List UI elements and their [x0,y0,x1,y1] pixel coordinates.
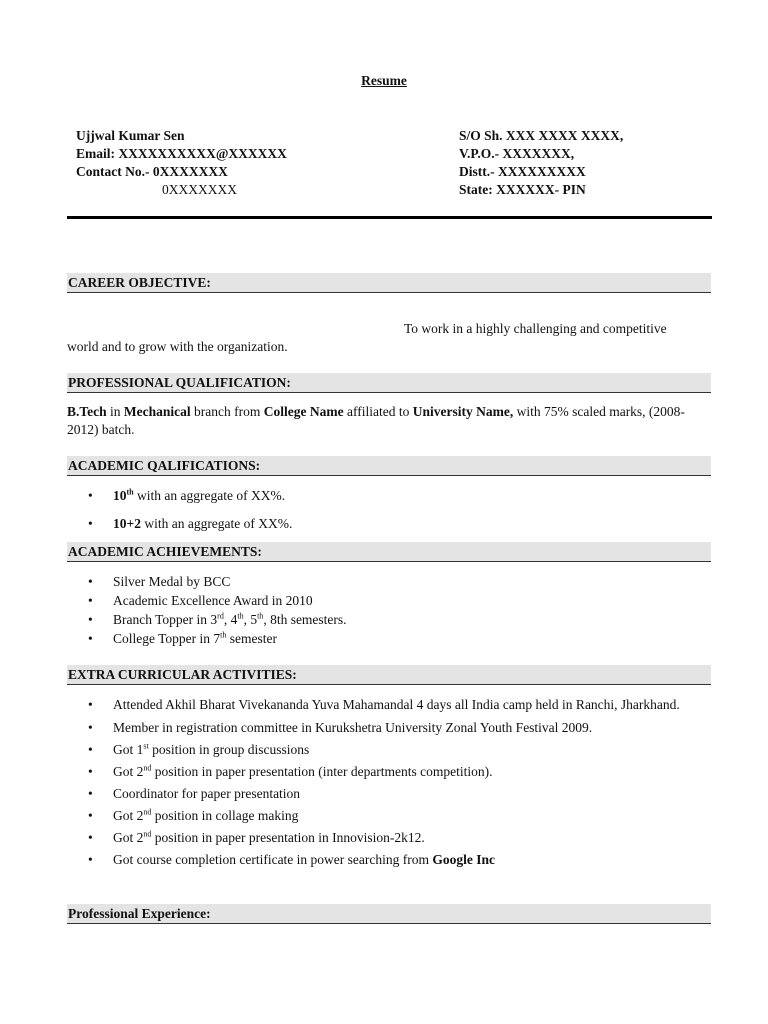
list-item [67,514,712,533]
section-academic-achievements: ACADEMIC ACHIEVEMENTS: [67,542,711,562]
father-name: S/O Sh. XXX XXXX XXXX, [459,128,624,143]
e6-post: position in collage making [151,808,299,823]
e8-pre: Got course completion certificate in power searching from [113,852,433,867]
header-divider [67,216,712,219]
district-line: Distt.- XXXXXXXXX [459,164,586,179]
resume-title: Resume [361,73,407,88]
list-item [67,849,707,871]
google-inc: Google Inc [432,852,496,867]
vpo-line: V.P.O.- XXXXXXX, [459,146,575,161]
tenth-text: with an aggregate of XX%. [133,488,286,503]
a3-sup2: th [237,611,244,621]
a4-pre: College Topper in 7 [113,631,221,646]
list-item [67,827,707,849]
e4-post: position in paper presentation (inter departments competition). [151,764,493,779]
career-objective-line2: world and to grow with the organization. [67,339,288,354]
state-line: State: XXXXXX- PIN [459,182,586,197]
list-item [67,761,707,783]
university-name: University Name, [412,404,514,419]
a3-mid1: , 4 [223,612,238,627]
page-title [0,73,768,89]
twelfth-label: 10+2 [113,516,141,531]
e7-sup: nd [143,829,152,839]
college-name: College Name [263,404,344,419]
address-block-right [459,127,623,199]
section-professional-experience: Professional Experience: [67,904,711,924]
extra-curricular-list [67,695,707,871]
pq-text-1: in [106,404,124,419]
degree: B.Tech [67,404,107,419]
e4-pre: Got 2 [113,764,144,779]
applicant-name: Ujjwal Kumar Sen [76,128,185,143]
e7-post: position in paper presentation in Innovision-2k12. [151,830,425,845]
pq-text-2: branch from [190,404,264,419]
a3-sup1: rd [217,611,224,621]
branch: Mechanical [123,404,191,419]
section-career-objective: CAREER OBJECTIVE: [67,273,711,293]
section-academic-qualifications: ACADEMIC QALIFICATIONS: [67,456,711,476]
list-item: • Silver Medal by BCC [67,572,712,591]
contact-line: Contact No.- 0XXXXXXX [76,164,228,179]
section-extra-curricular: EXTRA CURRICULAR ACTIVITIES: [67,665,711,685]
list-item [67,805,707,827]
e6-pre: Got 2 [113,808,144,823]
a3-post: , 8th semesters. [263,612,347,627]
e3-sup: st [143,741,149,751]
email-line: Email: XXXXXXXXXX@XXXXXX [76,146,287,161]
pq-text-4: with 75% scaled marks, (2008-2012) batch. [67,404,685,437]
achievements-list [67,572,712,648]
tenth-label: 10 [113,488,127,503]
list-item: • Coordinator for paper presentation [67,783,707,805]
e3-pre: Got 1 [113,742,144,757]
a3-mid2: , 5 [243,612,258,627]
pq-text-3: affiliated to [343,404,413,419]
list-item: • Member in registration committee in Kurukshetra University Zonal Youth Festival 2009. [67,717,707,739]
e3-post: position in group discussions [148,742,310,757]
list-item [67,486,712,505]
e6-sup: nd [143,807,152,817]
career-objective-line1: To work in a highly challenging and competitive [404,321,667,336]
list-item: • Academic Excellence Award in 2010 [67,591,712,610]
list-item [67,610,712,629]
list-item: • Attended Akhil Bharat Vivekananda Yuva Mahamandal 4 days all India camp held in Ranchi, Jharkhand. [67,695,707,715]
list-item [67,739,707,761]
a4-sup: th [220,630,227,640]
twelfth-text: with an aggregate of XX%. [140,516,293,531]
section-professional-qualification: PROFESSIONAL QUALIFICATION: [67,373,711,393]
a4-post: semester [226,631,278,646]
academic-qualifications-list [67,486,712,533]
contact-block-left [76,127,287,199]
list-item [67,629,712,648]
tenth-sup: th [126,487,134,497]
professional-qualification-text [67,403,707,439]
a3-pre: Branch Topper in 3 [113,612,218,627]
a3-sup3: th [257,611,264,621]
contact-line-2: 0XXXXXXX [162,182,237,197]
e7-pre: Got 2 [113,830,144,845]
e4-sup: nd [143,763,152,773]
